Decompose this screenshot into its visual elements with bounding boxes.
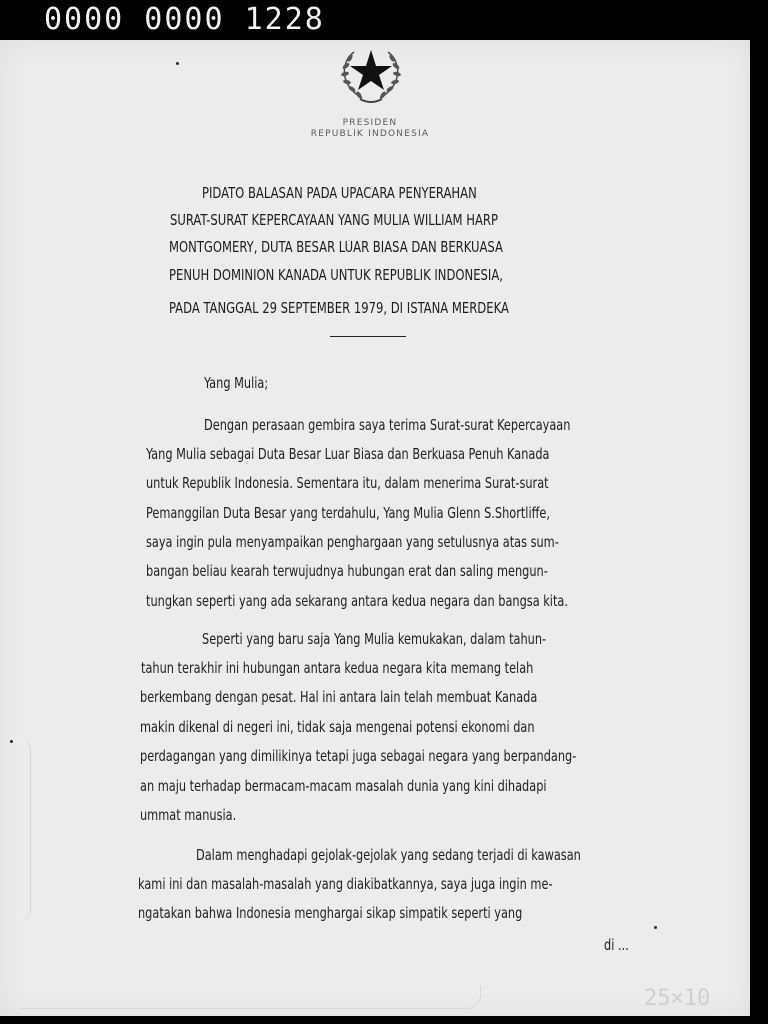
body-line: tahun terakhir ini hubungan antara kedua negara kita memang telah (141, 659, 534, 677)
star-wreath-emblem-icon (330, 42, 412, 106)
letterhead-title: PRESIDEN (342, 118, 398, 128)
body-line: ummat manusia. (140, 806, 237, 824)
body-line: tungkan seperti yang ada sekarang antara kedua negara dan bangsa kita. (146, 592, 568, 610)
film-speck (654, 926, 657, 929)
body-line: Pemanggilan Duta Besar yang terdahulu, Yang Mulia Glenn S.Shortliffe, (146, 504, 550, 522)
body-line: Seperti yang baru saja Yang Mulia kemukakan, dalam tahun- (202, 630, 547, 648)
speech-title-line: SURAT-SURAT KEPERCAYAAN YANG MULIA WILLIAM HARP (170, 211, 498, 229)
document-page (0, 40, 750, 1016)
page-fold-edge (0, 740, 31, 920)
film-speck (10, 740, 13, 743)
body-line: saya ingin pula menyampaikan penghargaan yang setulusnya atas sum- (146, 533, 559, 551)
body-line: Yang Mulia sebagai Duta Besar Luar Biasa dan Berkuasa Penuh Kanada (146, 445, 550, 463)
film-frame-number: 0000 0000 1228 (44, 2, 325, 37)
speech-title-line: PIDATO BALASAN PADA UPACARA PENYERAHAN (202, 184, 477, 202)
body-line: makin dikenal di negeri ini, tidak saja mengenai potensi ekonomi dan (140, 718, 535, 736)
body-line: perdagangan yang dimilikinya tetapi juga sebagai negara yang berpandang- (140, 747, 577, 765)
body-line: berkembang dengan pesat. Hal ini antara lain telah membuat Kanada (140, 688, 538, 706)
speech-title-line: PADA TANGGAL 29 SEPTEMBER 1979, DI ISTANA MERDEKA (169, 299, 509, 317)
body-line: kami ini dan masalah-masalah yang diakibatkannya, saya juga ingin me- (138, 875, 553, 893)
salutation: Yang Mulia; (204, 374, 269, 392)
body-line: ngatakan bahwa Indonesia menghargai sikap simpatik seperti yang (138, 904, 523, 922)
body-line: Dengan perasaan gembira saya terima Surat-surat Kepercayaan (204, 416, 571, 434)
title-divider (330, 336, 406, 337)
page-bottom-edge (20, 986, 481, 1009)
film-speck (176, 62, 179, 65)
body-line: an maju terhadap bermacam-macam masalah dunia yang kini dihadapi (140, 777, 547, 795)
speech-title-line: PENUH DOMINION KANADA UNTUK REPUBLIK INDONESIA, (169, 266, 503, 284)
continuation-marker: di ... (604, 936, 629, 954)
body-line: untuk Republik Indonesia. Sementara itu, dalam menerima Surat-surat (146, 474, 549, 492)
letterhead-subtitle: REPUBLIK INDONESIA (310, 129, 430, 139)
speech-title-line: MONTGOMERY, DUTA BESAR LUAR BIASA DAN BERKUASA (169, 238, 503, 256)
scale-watermark: 25×10 (644, 986, 711, 1011)
body-line: bangan beliau kearah terwujudnya hubungan erat dan saling mengun- (146, 562, 548, 580)
body-line: Dalam menghadapi gejolak-gejolak yang sedang terjadi di kawasan (196, 846, 581, 864)
